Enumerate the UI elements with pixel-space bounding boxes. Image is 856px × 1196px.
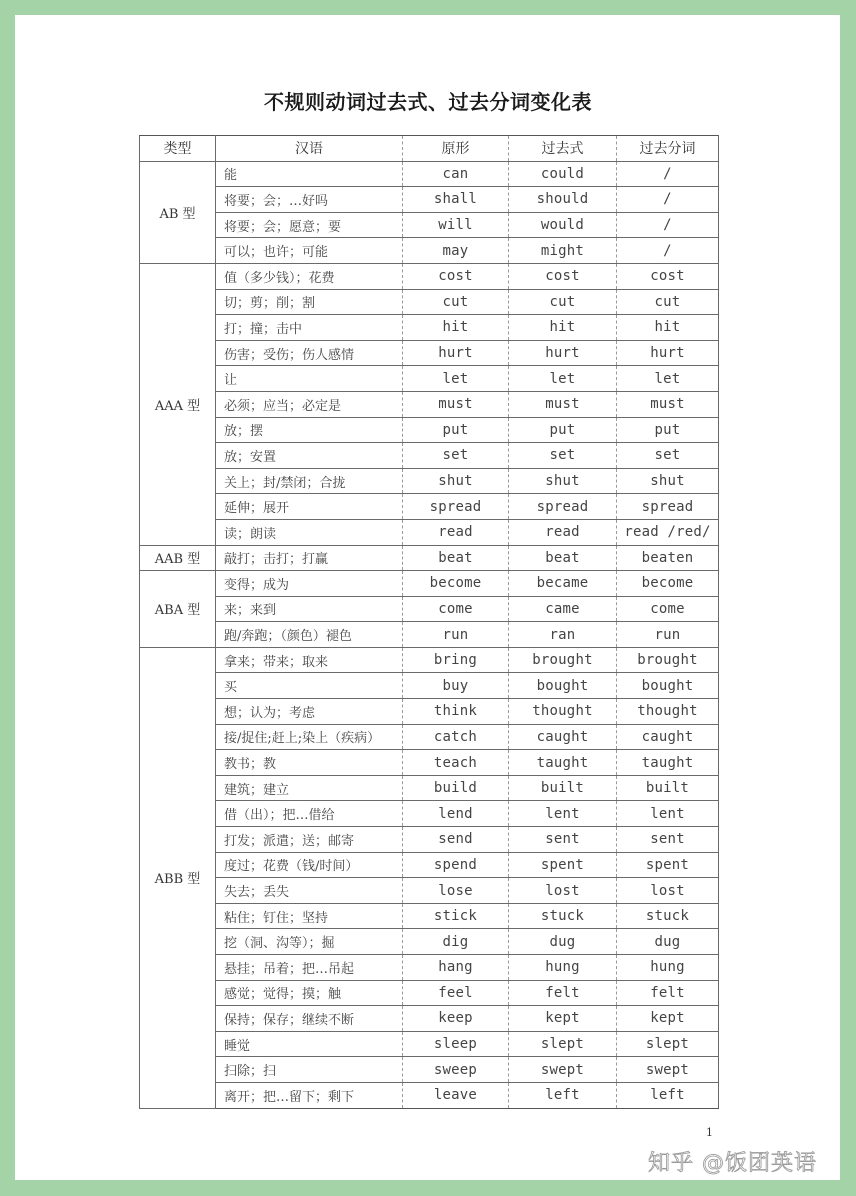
chinese-meaning-cell: 挖（洞、沟等）；掘: [216, 929, 403, 955]
table-header-row: [140, 136, 719, 162]
past-participle-cell: caught: [617, 724, 719, 750]
table-row: [140, 673, 719, 699]
table-row: [140, 1057, 719, 1083]
chinese-meaning-cell: 变得；成为: [216, 571, 403, 597]
chinese-meaning-cell: 建筑；建立: [216, 775, 403, 801]
base-form-cell: lend: [403, 801, 509, 827]
chinese-meaning-cell: 买: [216, 673, 403, 699]
past-tense-cell: thought: [509, 699, 617, 725]
header-past-tense: 过去式: [509, 136, 617, 162]
table-row: [140, 980, 719, 1006]
table-row: [140, 955, 719, 981]
past-tense-cell: must: [509, 391, 617, 417]
watermark: 知乎 @饭团英语: [648, 1151, 817, 1176]
past-participle-cell: spread: [617, 494, 719, 520]
chinese-meaning-cell: 敲打；击打；打赢: [216, 545, 403, 571]
base-form-cell: lose: [403, 878, 509, 904]
chinese-meaning-cell: 教书；教: [216, 750, 403, 776]
base-form-cell: stick: [403, 903, 509, 929]
past-participle-cell: run: [617, 622, 719, 648]
base-form-cell: run: [403, 622, 509, 648]
past-participle-cell: hurt: [617, 340, 719, 366]
chinese-meaning-cell: 让: [216, 366, 403, 392]
table-row: [140, 571, 719, 597]
past-tense-cell: became: [509, 571, 617, 597]
chinese-meaning-cell: 失去；丢失: [216, 878, 403, 904]
base-form-cell: come: [403, 596, 509, 622]
base-form-cell: dig: [403, 929, 509, 955]
chinese-meaning-cell: 度过；花费（钱/时间）: [216, 852, 403, 878]
past-participle-cell: slept: [617, 1031, 719, 1057]
chinese-meaning-cell: 离开；把…留下；剩下: [216, 1082, 403, 1108]
past-tense-cell: swept: [509, 1057, 617, 1083]
table-row: [140, 443, 719, 469]
past-tense-cell: beat: [509, 545, 617, 571]
past-tense-cell: slept: [509, 1031, 617, 1057]
base-form-cell: teach: [403, 750, 509, 776]
past-tense-cell: brought: [509, 647, 617, 673]
base-form-cell: sleep: [403, 1031, 509, 1057]
past-participle-cell: hung: [617, 955, 719, 981]
base-form-cell: beat: [403, 545, 509, 571]
chinese-meaning-cell: 接/捉住;赶上;染上（疾病）: [216, 724, 403, 750]
past-tense-cell: hung: [509, 955, 617, 981]
page-title: 不规则动词过去式、过去分词变化表: [264, 90, 592, 114]
past-tense-cell: taught: [509, 750, 617, 776]
chinese-meaning-cell: 切；剪；削；割: [216, 289, 403, 315]
past-participle-cell: thought: [617, 699, 719, 725]
base-form-cell: spend: [403, 852, 509, 878]
base-form-cell: put: [403, 417, 509, 443]
past-participle-cell: must: [617, 391, 719, 417]
table-row: [140, 622, 719, 648]
table-row: [140, 315, 719, 341]
page-number: 1: [706, 1126, 713, 1139]
table-row: [140, 468, 719, 494]
past-participle-cell: come: [617, 596, 719, 622]
table-row: [140, 801, 719, 827]
chinese-meaning-cell: 能: [216, 161, 403, 187]
chinese-meaning-cell: 打发；派遣；送；邮寄: [216, 827, 403, 853]
table-row: [140, 750, 719, 776]
chinese-meaning-cell: 感觉；觉得；摸；触: [216, 980, 403, 1006]
chinese-meaning-cell: 放；摆: [216, 417, 403, 443]
past-participle-cell: read /red/: [617, 519, 719, 545]
header-past-participle: 过去分词: [617, 136, 719, 162]
base-form-cell: buy: [403, 673, 509, 699]
chinese-meaning-cell: 睡觉: [216, 1031, 403, 1057]
base-form-cell: think: [403, 699, 509, 725]
past-participle-cell: let: [617, 366, 719, 392]
table-row: [140, 391, 719, 417]
verb-type-cell: AAA 型: [140, 263, 216, 545]
table-row: [140, 827, 719, 853]
chinese-meaning-cell: 跑/奔跑；（颜色）褪色: [216, 622, 403, 648]
table-row: [140, 212, 719, 238]
chinese-meaning-cell: 值（多少钱）；花费: [216, 263, 403, 289]
table-row: [140, 263, 719, 289]
table-row: [140, 903, 719, 929]
base-form-cell: hurt: [403, 340, 509, 366]
table-row: [140, 1006, 719, 1032]
past-tense-cell: hit: [509, 315, 617, 341]
table-row: [140, 1082, 719, 1108]
past-tense-cell: spread: [509, 494, 617, 520]
past-tense-cell: could: [509, 161, 617, 187]
table-row: [140, 289, 719, 315]
base-form-cell: bring: [403, 647, 509, 673]
table-row: [140, 647, 719, 673]
table-row: [140, 1031, 719, 1057]
chinese-meaning-cell: 拿来；带来；取来: [216, 647, 403, 673]
past-participle-cell: felt: [617, 980, 719, 1006]
past-tense-cell: felt: [509, 980, 617, 1006]
chinese-meaning-cell: 悬挂；吊着；把…吊起: [216, 955, 403, 981]
past-participle-cell: brought: [617, 647, 719, 673]
header-base-form: 原形: [403, 136, 509, 162]
past-tense-cell: might: [509, 238, 617, 264]
base-form-cell: feel: [403, 980, 509, 1006]
past-participle-cell: taught: [617, 750, 719, 776]
past-tense-cell: stuck: [509, 903, 617, 929]
past-participle-cell: set: [617, 443, 719, 469]
verb-type-cell: ABA 型: [140, 571, 216, 648]
base-form-cell: cost: [403, 263, 509, 289]
past-participle-cell: put: [617, 417, 719, 443]
past-participle-cell: left: [617, 1082, 719, 1108]
base-form-cell: can: [403, 161, 509, 187]
past-participle-cell: spent: [617, 852, 719, 878]
table-row: [140, 494, 719, 520]
chinese-meaning-cell: 可以；也许；可能: [216, 238, 403, 264]
past-participle-cell: lost: [617, 878, 719, 904]
past-tense-cell: ran: [509, 622, 617, 648]
past-participle-cell: become: [617, 571, 719, 597]
past-participle-cell: cost: [617, 263, 719, 289]
chinese-meaning-cell: 想；认为；考虑: [216, 699, 403, 725]
past-participle-cell: built: [617, 775, 719, 801]
table-row: [140, 519, 719, 545]
past-tense-cell: sent: [509, 827, 617, 853]
base-form-cell: spread: [403, 494, 509, 520]
chinese-meaning-cell: 延伸；展开: [216, 494, 403, 520]
base-form-cell: become: [403, 571, 509, 597]
past-tense-cell: put: [509, 417, 617, 443]
table-row: [140, 699, 719, 725]
base-form-cell: cut: [403, 289, 509, 315]
table-row: [140, 340, 719, 366]
past-participle-cell: dug: [617, 929, 719, 955]
chinese-meaning-cell: 扫除；扫: [216, 1057, 403, 1083]
base-form-cell: catch: [403, 724, 509, 750]
chinese-meaning-cell: 打；撞；击中: [216, 315, 403, 341]
table-row: [140, 929, 719, 955]
past-participle-cell: shut: [617, 468, 719, 494]
past-participle-cell: /: [617, 238, 719, 264]
past-tense-cell: should: [509, 187, 617, 213]
past-tense-cell: would: [509, 212, 617, 238]
table-row: [140, 417, 719, 443]
verb-type-cell: ABB 型: [140, 647, 216, 1108]
table-row: [140, 161, 719, 187]
irregular-verb-table: [139, 135, 719, 1109]
verb-type-cell: AAB 型: [140, 545, 216, 571]
table-body: [140, 161, 719, 1108]
chinese-meaning-cell: 粘住；钉住；坚持: [216, 903, 403, 929]
chinese-meaning-cell: 保持；保存；继续不断: [216, 1006, 403, 1032]
past-tense-cell: lost: [509, 878, 617, 904]
past-tense-cell: caught: [509, 724, 617, 750]
chinese-meaning-cell: 关上；封/禁闭；合拢: [216, 468, 403, 494]
past-participle-cell: sent: [617, 827, 719, 853]
base-form-cell: hit: [403, 315, 509, 341]
past-tense-cell: lent: [509, 801, 617, 827]
table-row: [140, 187, 719, 213]
past-tense-cell: left: [509, 1082, 617, 1108]
past-tense-cell: cut: [509, 289, 617, 315]
verb-type-cell: AB 型: [140, 161, 216, 263]
table-row: [140, 545, 719, 571]
past-participle-cell: /: [617, 187, 719, 213]
chinese-meaning-cell: 将要；会；…好吗: [216, 187, 403, 213]
past-tense-cell: came: [509, 596, 617, 622]
base-form-cell: hang: [403, 955, 509, 981]
past-tense-cell: built: [509, 775, 617, 801]
past-participle-cell: swept: [617, 1057, 719, 1083]
table-row: [140, 596, 719, 622]
past-participle-cell: lent: [617, 801, 719, 827]
past-participle-cell: cut: [617, 289, 719, 315]
base-form-cell: set: [403, 443, 509, 469]
chinese-meaning-cell: 将要；会；愿意；要: [216, 212, 403, 238]
table-row: [140, 366, 719, 392]
chinese-meaning-cell: 来；来到: [216, 596, 403, 622]
base-form-cell: shut: [403, 468, 509, 494]
base-form-cell: build: [403, 775, 509, 801]
chinese-meaning-cell: 借（出）；把…借给: [216, 801, 403, 827]
base-form-cell: may: [403, 238, 509, 264]
table-row: [140, 238, 719, 264]
past-tense-cell: bought: [509, 673, 617, 699]
header-chinese: 汉语: [216, 136, 403, 162]
base-form-cell: let: [403, 366, 509, 392]
past-tense-cell: spent: [509, 852, 617, 878]
table-row: [140, 775, 719, 801]
base-form-cell: sweep: [403, 1057, 509, 1083]
base-form-cell: send: [403, 827, 509, 853]
past-tense-cell: dug: [509, 929, 617, 955]
past-tense-cell: cost: [509, 263, 617, 289]
past-participle-cell: bought: [617, 673, 719, 699]
header-type: 类型: [140, 136, 216, 162]
chinese-meaning-cell: 读；朗读: [216, 519, 403, 545]
table-row: [140, 878, 719, 904]
past-participle-cell: hit: [617, 315, 719, 341]
past-tense-cell: hurt: [509, 340, 617, 366]
base-form-cell: keep: [403, 1006, 509, 1032]
base-form-cell: will: [403, 212, 509, 238]
past-participle-cell: /: [617, 212, 719, 238]
past-tense-cell: read: [509, 519, 617, 545]
past-tense-cell: shut: [509, 468, 617, 494]
base-form-cell: shall: [403, 187, 509, 213]
chinese-meaning-cell: 放；安置: [216, 443, 403, 469]
past-tense-cell: set: [509, 443, 617, 469]
past-tense-cell: let: [509, 366, 617, 392]
chinese-meaning-cell: 必须；应当；必定是: [216, 391, 403, 417]
base-form-cell: read: [403, 519, 509, 545]
past-participle-cell: stuck: [617, 903, 719, 929]
past-participle-cell: beaten: [617, 545, 719, 571]
past-participle-cell: /: [617, 161, 719, 187]
table-row: [140, 724, 719, 750]
base-form-cell: leave: [403, 1082, 509, 1108]
past-tense-cell: kept: [509, 1006, 617, 1032]
past-participle-cell: kept: [617, 1006, 719, 1032]
table-row: [140, 852, 719, 878]
base-form-cell: must: [403, 391, 509, 417]
chinese-meaning-cell: 伤害；受伤；伤人感情: [216, 340, 403, 366]
